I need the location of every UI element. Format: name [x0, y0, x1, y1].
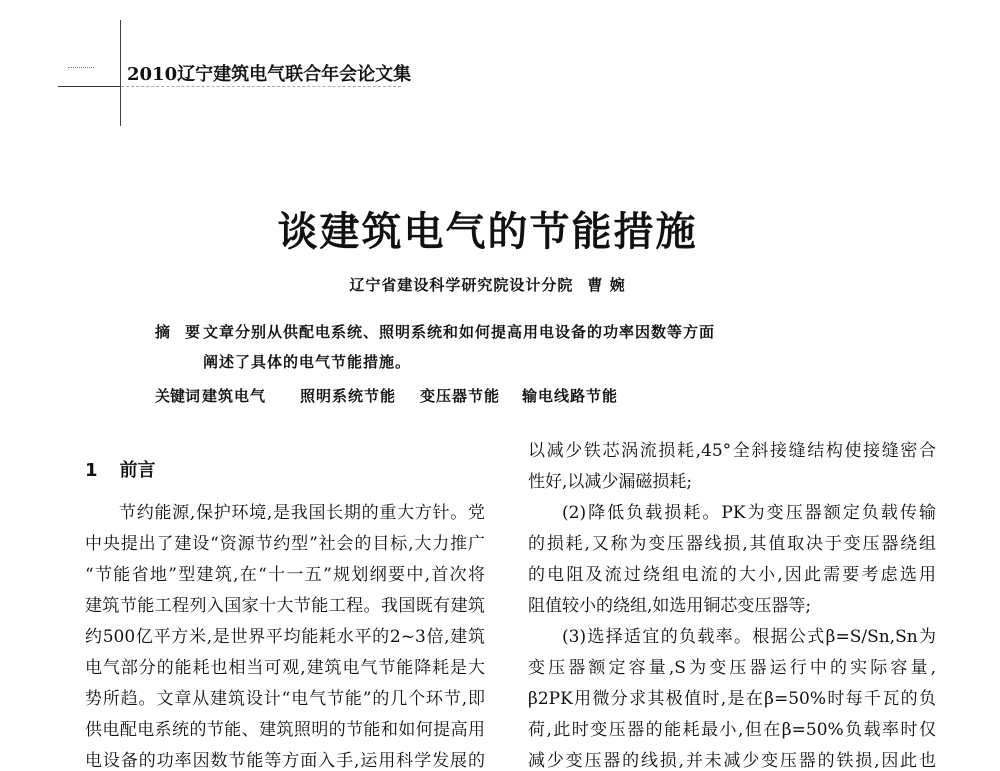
running-header: 2010辽宁建筑电气联合年会论文集 [127, 64, 412, 85]
keyword: 变压器节能 [420, 387, 501, 405]
keywords-label: 关键词 [155, 387, 201, 405]
header-vertical-rule [120, 20, 121, 126]
keyword: 照明系统节能 [300, 387, 397, 405]
author-line [0, 274, 975, 295]
body-line: 以减少铁芯涡流损耗,45°全斜接缝结构使接缝密合 [528, 441, 936, 461]
abstract-line: 文章分别从供配电系统、照明系统和如何提高用电设备的功率因数等方面 [203, 323, 716, 341]
section-number: 1 [85, 460, 98, 481]
keyword: 输电线路节能 [522, 387, 619, 405]
body-line: 荷,此时变压器的能耗最小,但在β=50%负载率时仅 [528, 720, 936, 740]
body-line: β2PK用微分求其极值时,是在β=50%时每千瓦的负 [528, 689, 936, 709]
body-line: 变压器额定容量,S为变压器运行中的实际容量, [528, 658, 936, 678]
body-line: 中央提出了建设“资源节约型”社会的目标,大力推广 [85, 534, 485, 554]
body-line: (2)降低负载损耗。PK为变压器额定负载传输 [562, 503, 936, 523]
body-line: 供电配电系统的节能、建筑照明的节能和如何提高用 [85, 720, 485, 740]
header-dots [68, 67, 94, 68]
body-line: 减少变压器的线损,并未减少变压器的铁损,因此也 [528, 751, 936, 771]
header-horizontal-rule [58, 86, 120, 87]
abstract-line: 阐述了具体的电气节能措施。 [203, 353, 412, 371]
body-line: 电气部分的能耗也相当可观,建筑电气节能降耗是大 [85, 658, 485, 678]
body-line: 的电阻及流过绕组电流的大小,因此需要考虑选用 [528, 565, 936, 585]
keyword: 建筑电气 [202, 387, 267, 405]
body-line: 电设备的功率因数节能等方面入手,运用科学发展的 [85, 751, 485, 771]
section-title: 前言 [119, 460, 156, 481]
author-name: 曹 婉 [587, 276, 626, 294]
paper-title: 谈建筑电气的节能措施 [277, 209, 698, 255]
abstract-label: 摘 要 [155, 323, 201, 341]
body-line: 阻值较小的绕组,如选用铜芯变压器等; [528, 596, 812, 616]
section-heading [85, 456, 156, 482]
body-line: 节约能源,保护环境,是我国长期的重大方针。党 [119, 503, 485, 523]
body-line: 建筑节能工程列入国家十大节能工程。我国既有建筑 [85, 596, 485, 616]
body-line: 性好,以减少漏磁损耗; [528, 472, 693, 492]
body-line: “节能省地”型建筑,在“十一五”规划纲要中,首次将 [85, 565, 485, 585]
body-line: 约500亿平方米,是世界平均能耗水平的2~3倍,建筑 [85, 627, 485, 647]
author-affiliation: 辽宁省建设科学研究院设计分院 [349, 276, 574, 294]
body-line: 的损耗,又称为变压器线损,其值取决于变压器绕组 [528, 534, 936, 554]
body-line: (3)选择适宜的负载率。根据公式β=S/Sn,Sn为 [562, 627, 936, 647]
body-line: 势所趋。文章从建筑设计“电气节能”的几个环节,即 [85, 689, 485, 709]
header-dashed-rule [121, 86, 401, 87]
